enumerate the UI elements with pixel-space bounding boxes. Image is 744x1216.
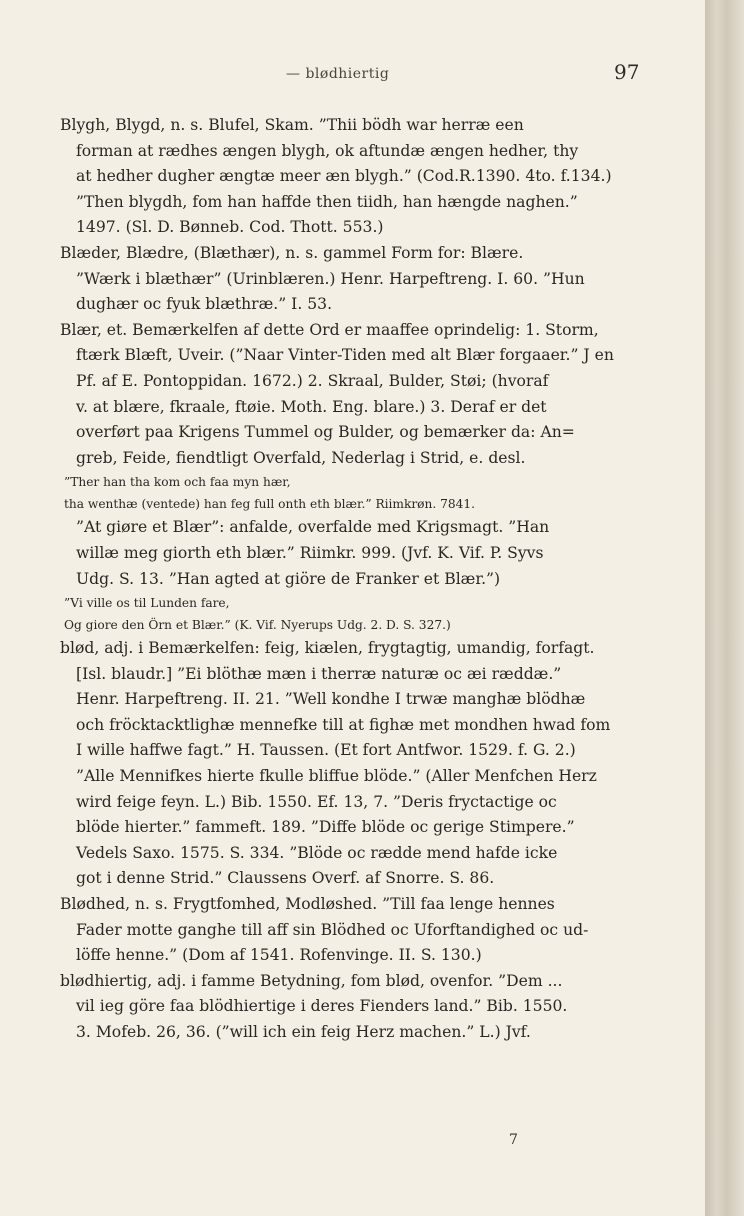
running-title: — blødhiertig: [286, 66, 390, 82]
verse-line: ”Ther han tha kom och faa myn hær,: [64, 475, 291, 490]
text-line: dughær oc fyuk blæthræ.” I. 53.: [76, 295, 333, 314]
text-line: Pf. af E. Pontoppidan. 1672.) 2. Skraal, Bulder, Støi; (hvoraf: [76, 371, 549, 390]
text-line: at hedher dugher ængtæ meer æn blygh.” (Cod.R.1390. 4to. f.134.): [76, 167, 612, 186]
text-line: vil ieg göre faa blödhiertige i deres Fienders land.” Bib. 1550.: [76, 997, 568, 1016]
text-line: ”Alle Mennifkes hierte fkulle bliffue blöde.” (Aller Menfchen Herz: [76, 767, 597, 786]
text-line: ”Wærk i blæthær” (Urinblæren.) Henr. Harpeftreng. I. 60. ”Hun: [76, 269, 585, 288]
page-number: 97: [614, 60, 640, 84]
text-line: overført paa Krigens Tummel og Bulder, og bemærker da: An=: [76, 423, 575, 442]
verse-line: ”Vi ville os til Lunden fare,: [64, 596, 230, 611]
text-line: Fader motte ganghe till aff sin Blödhed oc Uforftandighed oc ud-: [76, 920, 589, 939]
text-line: ”At giøre et Blær”: anfalde, overfalde med Krigsmagt. ”Han: [76, 518, 550, 537]
text-line: willæ meg giorth eth blær.” Riimkr. 999. (Jvf. K. Vif. P. Syvs: [76, 543, 544, 562]
text-line: wird feige feyn. L.) Bib. 1550. Ef. 13, 7. ”Deris fryctactige oc: [76, 792, 557, 811]
text-line: forman at rædhes ængen blygh, ok aftundæ ængen hedher, thy: [76, 141, 579, 160]
signature-mark: 7: [509, 1132, 518, 1148]
text-line: löffe henne.” (Dom af 1541. Rofenvinge. II. S. 130.): [76, 946, 482, 965]
text-line: blød, adj. i Bemærkelfen: feig, kiælen, frygtagtig, umandig, forfagt.: [60, 639, 595, 658]
text-line: I wille haffwe fagt.” H. Taussen. (Et fort Antfwor. 1529. f. G. 2.): [76, 741, 576, 760]
text-line: blöde hierter.” fammeft. 189. ”Diffe blöde oc gerige Stimpere.”: [76, 818, 575, 837]
text-line: Vedels Saxo. 1575. S. 334. ”Blöde oc rædde mend hafde icke: [76, 843, 558, 862]
text-line: [Isl. blaudr.] ”Ei blöthæ mæn i therræ naturæ oc æi ræddæ.”: [76, 664, 562, 683]
text-line: Blygh, Blygd, n. s. Blufel, Skam. ”Thii bödh war herræ een: [60, 116, 524, 134]
text-line: 3. Mofeb. 26, 36. (”will ich ein feig Herz machen.” L.) Jvf.: [76, 1023, 531, 1041]
text-line: Blæder, Blædre, (Blæthær), n. s. gammel Form for: Blære.: [60, 243, 524, 262]
text-line: v. at blære, fkraale, ftøie. Moth. Eng. blare.) 3. Deraf er det: [76, 397, 547, 416]
text-line: Udg. S. 13. ”Han agted at giöre de Franker et Blær.”): [76, 569, 501, 588]
text-line: Blær, et. Bemærkelfen af dette Ord er maaffee oprindelig: 1. Storm,: [60, 320, 599, 339]
text-line: 1497. (Sl. D. Bønneb. Cod. Thott. 553.): [76, 218, 384, 237]
text-line: ”Then blygdh, fom han haffde then tiidh, han hængde naghen.”: [76, 192, 578, 211]
text-line: got i denne Strid.” Claussens Overf. af Snorre. S. 86.: [76, 869, 495, 888]
text-line: och fröcktacktlighæ mennefke till at fighæ met mondhen hwad fom: [76, 715, 611, 734]
verse-line: Og giore den Örn et Blær.” (K. Vif. Nyerups Udg. 2. D. S. 327.): [64, 618, 451, 633]
text-line: ftærk Blæft, Uveir. (”Naar Vinter-Tiden med alt Blær forgaaer.” J en: [76, 346, 614, 365]
page-header: [0, 58, 705, 86]
text-line: greb, Feide, fiendtligt Overfald, Nederlag i Strid, e. desl.: [76, 448, 526, 467]
text-line: blødhiertig, adj. i famme Betydning, fom blød, ovenfor. ”Dem ...: [60, 971, 563, 990]
text-line: Henr. Harpeftreng. II. 21. ”Well kondhe I trwæ manghæ blödhæ: [76, 690, 586, 709]
verse-line: tha wenthæ (ventede) han feg full onth eth blær.” Riimkrøn. 7841.: [64, 497, 476, 512]
text-line: Blødhed, n. s. Frygtfomhed, Modløshed. ”Till faa lenge hennes: [60, 895, 555, 914]
dictionary-text: [60, 113, 638, 1046]
page-edge: [705, 0, 744, 1216]
